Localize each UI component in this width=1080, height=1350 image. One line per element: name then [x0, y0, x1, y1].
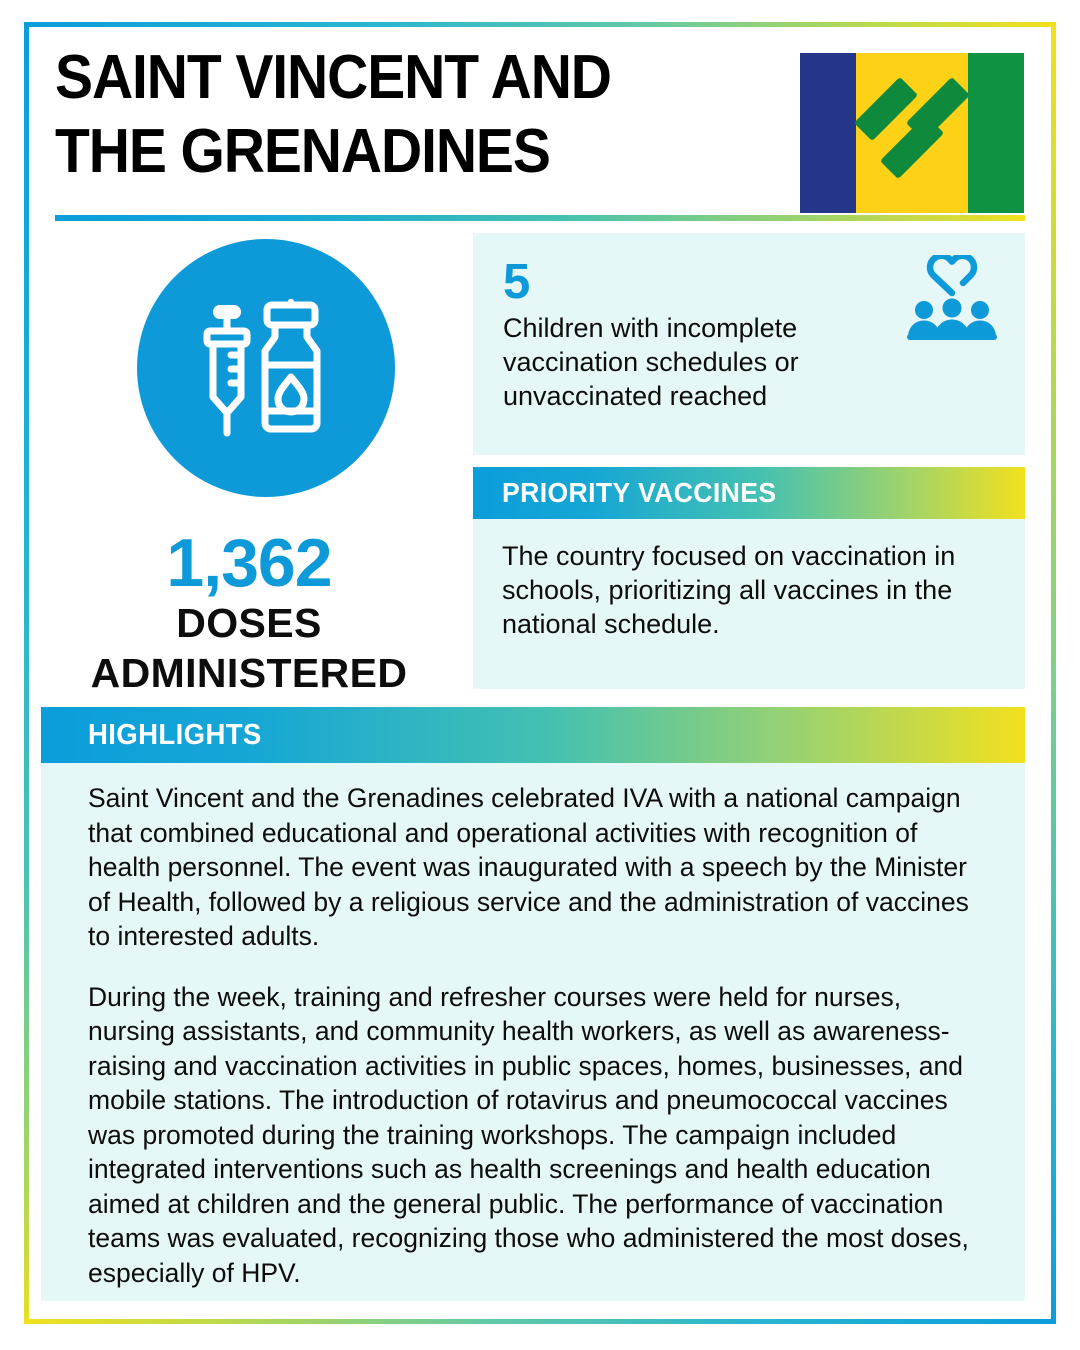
- administered-label: ADMINISTERED: [90, 650, 408, 696]
- syringe-and-vial-icon: [137, 239, 395, 497]
- heart-over-people-icon: [905, 255, 999, 346]
- flag-band-blue: [800, 53, 856, 213]
- priority-vaccines-card: [473, 467, 1025, 689]
- priority-vaccines-heading: PRIORITY VACCINES: [502, 477, 777, 508]
- saint-vincent-and-the-grenadines-flag: [800, 53, 1024, 213]
- priority-vaccines-body: The country focused on vaccination in schools, prioritizing all vaccines in the national schedule.: [502, 541, 956, 639]
- priority-vaccines-header-bar: [473, 467, 1025, 519]
- doses-label: DOSES: [176, 600, 322, 646]
- doses-number: 1,362: [166, 525, 332, 601]
- highlights-body: [88, 781, 986, 1316]
- highlights-paragraph: During the week, training and refresher courses were held for nurses, nursing assistants, and community health workers, as well as awareness-raising and vaccination activities in public spaces, homes, businesses, and mobile stations. The introduction of rotavirus and pneumococcal vaccines was promoted during the training workshops. The campaign included integrated interventions such as health screenings and health education aimed at children and the general public. The performance of vaccination teams was evaluated, recognizing those who administered the most doses, especially of HPV.: [88, 981, 969, 1288]
- children-reached-description: Children with incomplete vaccination schedules or unvaccinated reached: [503, 313, 799, 411]
- page-title: SAINT VINCENT AND THE GRENADINES: [55, 43, 611, 186]
- flag-band-green: [968, 53, 1024, 213]
- children-reached-number: 5: [503, 255, 531, 309]
- highlights-paragraph: Saint Vincent and the Grenadines celebrated IVA with a national campaign that combined educational and operational activities with recognition of health personnel. The event was inaugurated with a speech by the Minister of Health, followed by a religious service and the administration of vaccines to interested adults.: [88, 783, 969, 951]
- highlights-heading: HIGHLIGHTS: [88, 719, 262, 751]
- children-reached-card: [473, 233, 1025, 455]
- content-area: [29, 27, 1051, 1319]
- flag-band-gold: [856, 53, 967, 213]
- header: [55, 37, 1025, 223]
- header-divider: [55, 215, 1025, 221]
- highlights-card: [41, 707, 1025, 1301]
- highlights-header-bar: [41, 707, 1025, 763]
